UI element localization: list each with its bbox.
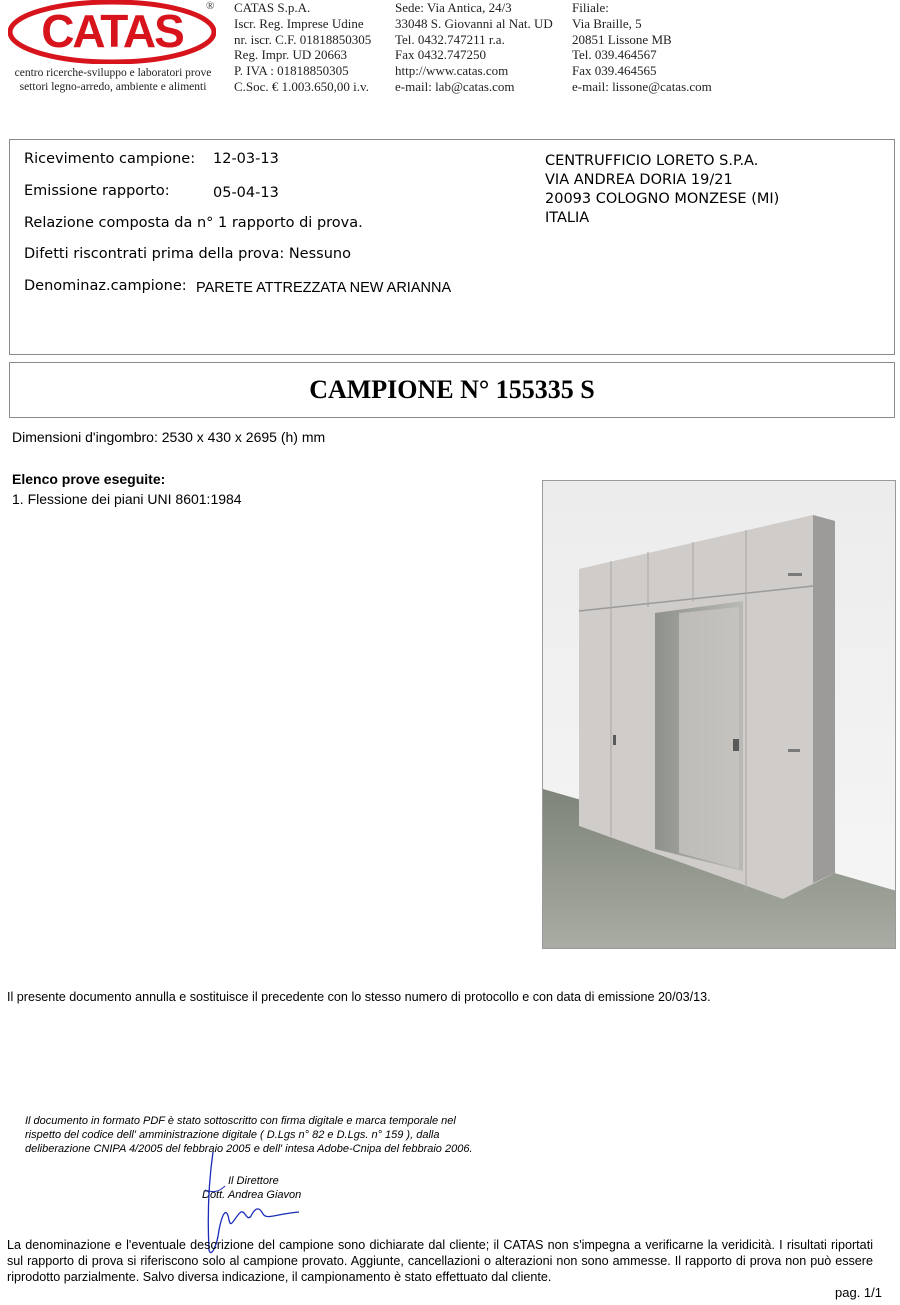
difetti-text: Difetti riscontrati prima della prova: Nessuno bbox=[24, 246, 351, 262]
relazione-text: Relazione composta da n° 1 rapporto di prova. bbox=[24, 215, 363, 231]
ricevimento-label: Ricevimento campione: bbox=[24, 151, 196, 167]
company-info: CATAS S.p.A. Iscr. Reg. Imprese Udine nr. iscr. C.F. 01818850305 Reg. Impr. UD 20663 P. IVA : 01818850305 C.Soc. € 1.003.650,00 i.v. bbox=[234, 0, 372, 94]
elenco-title: Elenco prove eseguite: bbox=[12, 471, 166, 487]
director-role: Il Direttore bbox=[228, 1175, 279, 1187]
denominaz-label: Denominaz.campione: bbox=[24, 278, 187, 294]
annulla-note: Il presente documento annulla e sostituisce il precedente con lo stesso numero di protocollo e con data di emissione 20/03/13. bbox=[7, 990, 711, 1004]
dimensioni-text: Dimensioni d'ingombro: 2530 x 430 x 2695 (h) mm bbox=[12, 429, 326, 445]
sede-info: Sede: Via Antica, 24/3 33048 S. Giovanni al Nat. UD Tel. 0432.747211 r.a. Fax 0432.747250 http://www.catas.com e-mail: lab@catas.com bbox=[395, 0, 553, 94]
emissione-label: Emissione rapporto: bbox=[24, 183, 170, 199]
campione-title: CAMPIONE N° 155335 S bbox=[309, 375, 595, 404]
catas-logo bbox=[8, 0, 216, 64]
denominaz-value: PARETE ATTREZZATA NEW ARIANNA bbox=[196, 280, 452, 296]
filiale-info: Filiale: Via Braille, 5 20851 Lissone MB Tel. 039.464567 Fax 039.464565 e-mail: lissone@catas.com bbox=[572, 0, 712, 94]
tagline: centro ricerche-sviluppo e laboratori prove settori legno-arredo, ambiente e alimenti bbox=[14, 67, 212, 93]
director-name: Dott. Andrea Giavon bbox=[202, 1189, 302, 1201]
campione-box bbox=[9, 362, 895, 418]
page-number: pag. 1/1 bbox=[835, 1285, 882, 1300]
sample-photo bbox=[542, 480, 896, 949]
registered-mark: ® bbox=[206, 0, 215, 12]
disclaimer: La denominazione e l'eventuale descrizione del campione sono dichiarate dal cliente; il CATAS non s'impegna a verificarne la veridicità. I risultati riportati sul rapporto di prova si riferiscono solo al campione provato. Aggiunte, cancellazioni o alterazioni non sono ammesse. Il rapporto di prova non può essere riprodotto parzialmente. Salvo diversa indicazione, il campionamento è stato effettuato dal cliente. bbox=[7, 1238, 873, 1284]
logo-text: CATAS bbox=[41, 5, 183, 57]
ricevimento-value: 12-03-13 bbox=[213, 151, 279, 167]
client-address: CENTRUFFICIO LORETO S.P.A. VIA ANDREA DORIA 19/21 20093 COLOGNO MONZESE (MI) ITALIA bbox=[545, 153, 780, 226]
emissione-value: 05-04-13 bbox=[213, 185, 279, 201]
digital-signature-note: Il documento in formato PDF è stato sottoscritto con firma digitale e marca temporale nel rispetto del codice dell' amministrazione digitale ( D.Lgs n° 82 e D.Lgs. n° 159 ), dalla deliberazione CNIPA 4/2005 del febbraio 2005 e dell' intesa Adobe-Cnipa del febbraio 2006. bbox=[25, 1115, 473, 1155]
elenco-item: 1. Flessione dei piani UNI 8601:1984 bbox=[12, 491, 242, 507]
